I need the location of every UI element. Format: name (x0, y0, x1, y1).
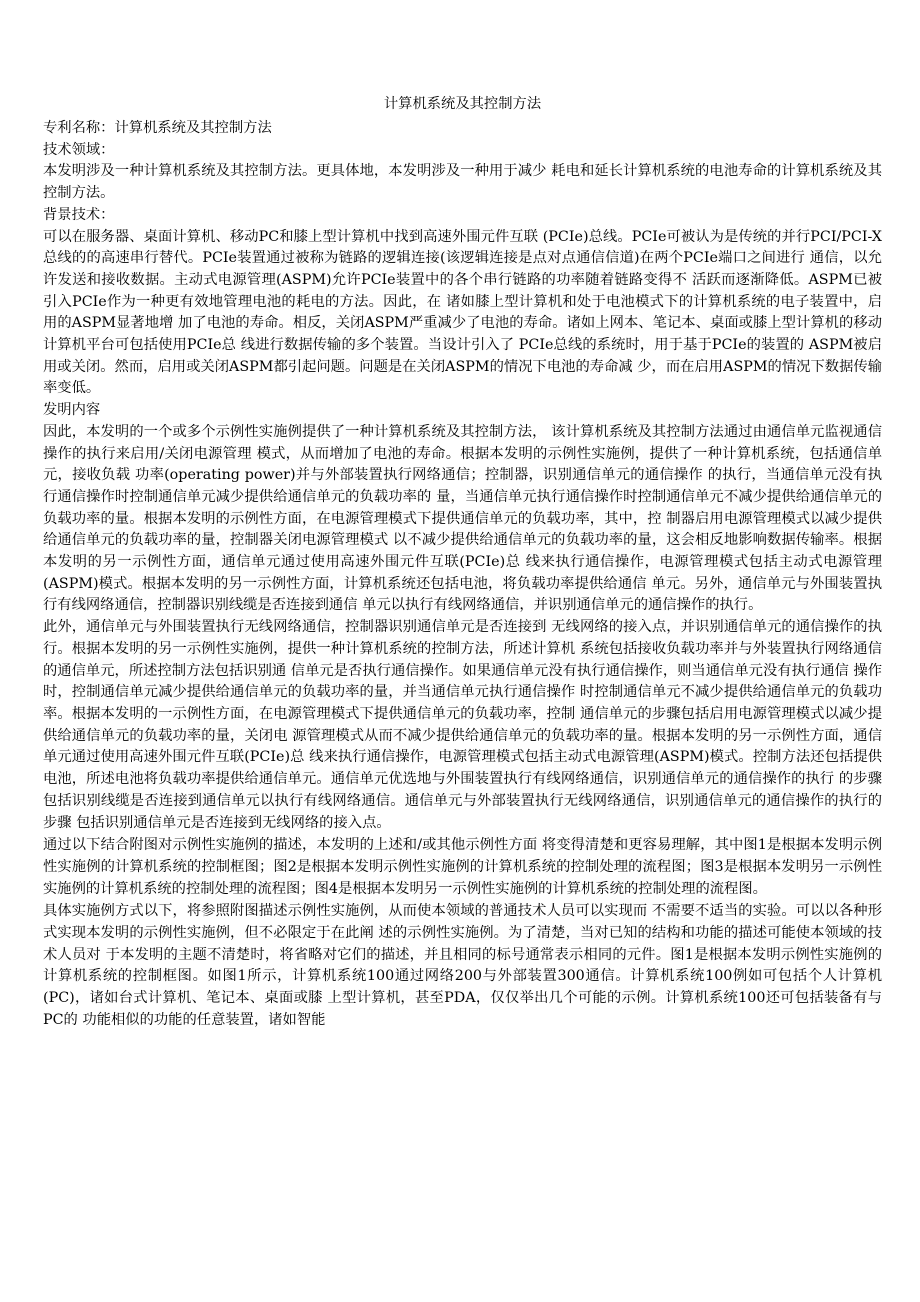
tech-field-heading: 技术领域： (43, 141, 115, 158)
tech-field-paragraph: 本发明涉及一种计算机系统及其控制方法。更具体地，本发明涉及一种用于减少 耗电和延长计算机系统的电池寿命的计算机系统及其控制方法。 (43, 163, 882, 202)
invention-paragraph-1: 因此，本发明的一个或多个示例性实施例提供了一种计算机系统及其控制方法， 该计算机系统及其控制方法通过由通信单元监视通信操作的执行来启用/关闭电源管理 模式，从而增加了电池的寿命。根据本发明的示例性实施例，提供了一种计算机系统，包括通信单元，接收负载 功率(operating power)并与外部装置执行网络通信；控制器，识别通信单元的通信操作 的执行，当通信单元没有执行通信操作时控制通信单元减少提供给通信单元的负载功率的 量，当通信单元执行通信操作时控制通信单元不减少提供给通信单元的负载功率的量。根据本发明的示例性方面，在电源管理模式下提供通信单元的负载功率，其中，控 制器启用电源管理模式以减少提供给通信单元的负载功率的量，控制器关闭电源管理模式 以不减少提供给通信单元的负载功率的量，这会相反地影响数据传输率。根据本发明的另一示例性方面，通信单元通过使用高速外围元件互联(PCIe)总 线来执行通信操作，电源管理模式包括主动式电源管理(ASPM)模式。根据本发明的另一示例性方面，计算机系统还包括电池，将负载功率提供给通信 单元。另外，通信单元与外围装置执行有线网络通信，控制器识别线缆是否连接到通信 单元以执行有线网络通信，并识别通信单元的通信操作的执行。 (43, 423, 882, 614)
invention-paragraph-4: 具体实施例方式以下，将参照附图描述示例性实施例，从而使本领域的普通技术人员可以实现而 不需要不适当的实验。可以以各种形式实现本发明的示例性实施例，但不必限定于在此阐 述的示例性实施例。为了清楚，当对已知的结构和功能的描述可能使本领域的技术人员对 于本发明的主题不清楚时，将省略对它们的描述，并且相同的标号通常表示相同的元件。图1是根据本发明示例性实施例的计算机系统的控制框图。如图1所示，计算机系统100通过网络200与外部装置300通信。计算机系统100例如可包括个人计算机(PC)，诸如台式计算机、笔记本、桌面或膝 上型计算机，甚至PDA，仅仅举出几个可能的示例。计算机系统100还可包括装备有与PC的 功能相似的功能的任意装置，诸如智能 (43, 903, 882, 1028)
invention-paragraph-3: 通过以下结合附图对示例性实施例的描述，本发明的上述和/或其他示例性方面 将变得清楚和更容易理解，其中图1是根据本发明示例性实施例的计算机系统的控制框图；图2是根据本发明示例性实施例的计算机系统的控制处理的流程图；图3是根据本发明另一示例性实施例的计算机系统的控制处理的流程图；图4是根据本发明另一示例性实施例的计算机系统的控制处理的流程图。 (43, 837, 882, 897)
background-heading: 背景技术： (43, 206, 115, 223)
patent-name: 专利名称：计算机系统及其控制方法 (43, 120, 272, 136)
invention-heading: 发明内容 (43, 402, 101, 419)
background-paragraph: 可以在服务器、桌面计算机、移动PC和膝上型计算机中找到高速外围元件互联 (PCIe)总线。PCIe可被认为是传统的并行PCI/PCI-X总线的的高速串行替代。PCIe装置通过被称为链路的逻辑连接(该逻辑连接是点对点通信信道)在两个PCIe端口之间进行 通信，以允许发送和接收数据。主动式电源管理(ASPM)允许PCIe装置中的各个串行链路的功率随着链路变得不 活跃而逐渐降低。ASPM已被引入PCIe作为一种更有效地管理电池的耗电的方法。因此，在 诸如膝上型计算机和处于电池模式下的计算机系统的电子装置中，启用的ASPM显著地增 加了电池的寿命。相反，关闭ASPM严重减少了电池的寿命。诸如上网本、笔记本、桌面或膝上型计算机的移动计算机平台可包括使用PCIe总 线进行数据传输的多个装置。当设计引入了 PCIe总线的系统时，用于基于PCIe的装置的 ASPM被启用或关闭。然而，启用或关闭ASPM都引起问题。问题是在关闭ASPM的情况下电池的寿命减 少，而在启用ASPM的情况下数据传输率变低。 (43, 228, 882, 397)
invention-paragraph-2: 此外，通信单元与外围装置执行无线网络通信，控制器识别通信单元是否连接到 无线网络的接入点，并识别通信单元的通信操作的执行。根据本发明的另一示例性实施例，提供一种计算机系统的控制方法，所述计算机 系统包括接收负载功率并与外装置执行网络通信的通信单元，所述控制方法包括识别通 信单元是否执行通信操作。如果通信单元没有执行通信操作，则当通信单元没有执行通信 操作时，控制通信单元减少提供给通信单元的负载功率的量，并当通信单元执行通信操作 时控制通信单元不减少提供给通信单元的负载功率。根据本发明的一示例性方面，在电源管理模式下提供通信单元的负载功率，控制 通信单元的步骤包括启用电源管理模式以减少提供给通信单元的负载功率的量，关闭电 源管理模式从而不减少提供给通信单元的负载功率的量。根据本发明的另一示例性方面，通信单元通过使用高速外围元件互联(PCIe)总 线来执行通信操作，电源管理模式包括主动式电源管理(ASPM)模式。控制方法还包括提供电池，所述电池将负载功率提供给通信单元。通信单元优选地与外围装置执行有线网络通信，识别通信单元的通信操作的执行 的步骤包括识别线缆是否连接到通信单元以执行有线网络通信。通信单元与外部装置执行无线网络通信，识别通信单元的通信操作的执行的步骤 包括识别通信单元是否连接到无线网络的接入点。 (43, 619, 882, 831)
document-title: 计算机系统及其控制方法 (383, 96, 542, 112)
